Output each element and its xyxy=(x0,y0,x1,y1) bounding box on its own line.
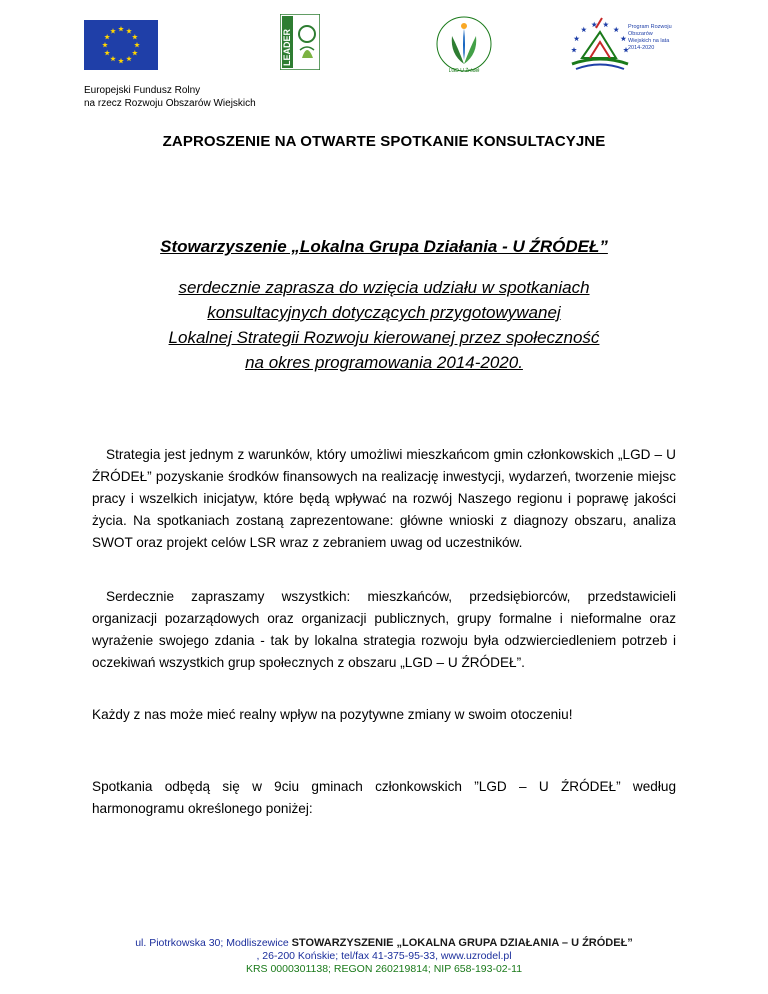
prow-star-icon xyxy=(581,27,587,32)
invitation-text xyxy=(0,275,768,375)
paragraph-strategy: Strategia jest jednym z warunków, który umożliwi mieszkańcom gmin członkowskich „LGD – U ŹRÓDEŁ” pozyskanie środków finansowych na realizację inwestycji, wydarzeń, tworzenie miejsc pracy i wszelkich inicjatyw, które będą wpływać na rozwój Naszego regionu i poprawę jakości życia. Na spotkaniach zostaną zaprezentowane: główne wnioski z diagnozy obszaru, analiza SWOT oraz projekt celów LSR wraz z zebraniem uwag od uczestników. xyxy=(92,447,676,550)
prow-star-icon xyxy=(621,36,627,41)
paragraph-schedule: Spotkania odbędą się w 9ciu gminach członkowskich ”LGD – U ŹRÓDEŁ” według harmonogramu określonego poniżej: xyxy=(92,779,676,816)
fund-line-2: na rzecz Rozwoju Obszarów Wiejskich xyxy=(84,98,256,109)
invitation-line-4: na okres programowania 2014-2020. xyxy=(245,353,523,372)
footer-registry: KRS 0000301138; REGON 260219814; NIP 658-193-02-11 xyxy=(245,963,523,975)
leader-logo-text: LEADER xyxy=(282,28,292,66)
fund-line-1: Europejski Fundusz Rolny xyxy=(84,85,201,96)
prow-star-icon xyxy=(571,47,577,52)
invitation-line-1: serdecznie zaprasza do wzięcia udziału w spotkaniach xyxy=(178,278,590,297)
prow-logo xyxy=(566,14,676,78)
footer-contact: , 26-200 Końskie; tel/fax 41-375-95-33, www.uzrodel.pl xyxy=(256,950,512,962)
prow-star-icon xyxy=(574,36,580,41)
lgd-u-zrodel-logo xyxy=(428,14,500,74)
prow-logo-text: Program Rozwoju Obszarów Wiejskich na lata 2014-2020 xyxy=(628,24,672,51)
prow-star-icon xyxy=(603,22,609,27)
fund-caption xyxy=(84,84,256,110)
leader-logo xyxy=(280,14,320,70)
logo-bar xyxy=(0,14,768,74)
paragraph-invitation: Serdecznie zapraszamy wszystkich: mieszkańców, przedsiębiorców, przedstawicieli organizacji pozarządowych oraz organizacji publicznych, grupy formalne i nieformalne oraz wyrażenie swojego zdania - tak by lokalna strategia rozwoju była odzwierciedleniem potrzeb i oczekiwań wszystkich grup społecznych z obszaru „LGD – U ŹRÓDEŁ”. xyxy=(92,589,676,670)
footer-address: ul. Piotrkowska 30; Modliszewice xyxy=(135,937,289,949)
footer xyxy=(0,937,768,976)
prow-star-icon xyxy=(613,27,619,32)
eu-flag-icon xyxy=(84,20,158,70)
lgd-logo-text: LGD U Źródeł xyxy=(448,68,480,74)
paragraph-impact: Każdy z nas może mieć realny wpływ na pozytywne zmiany w swoim otoczeniu! xyxy=(92,707,573,722)
page-title: ZAPROSZENIE NA OTWARTE SPOTKANIE KONSULTACYJNE xyxy=(162,133,606,150)
invitation-line-2: konsultacyjnych dotyczących przygotowywanej xyxy=(207,303,561,322)
organization-name: Stowarzyszenie „Lokalna Grupa Działania - U ŹRÓDEŁ” xyxy=(160,237,608,256)
footer-org-name: STOWARZYSZENIE „LOKALNA GRUPA DZIAŁANIA – U ŹRÓDEŁ” xyxy=(291,937,633,949)
invitation-line-3: Lokalnej Strategii Rozwoju kierowanej przez społeczność xyxy=(168,328,600,347)
